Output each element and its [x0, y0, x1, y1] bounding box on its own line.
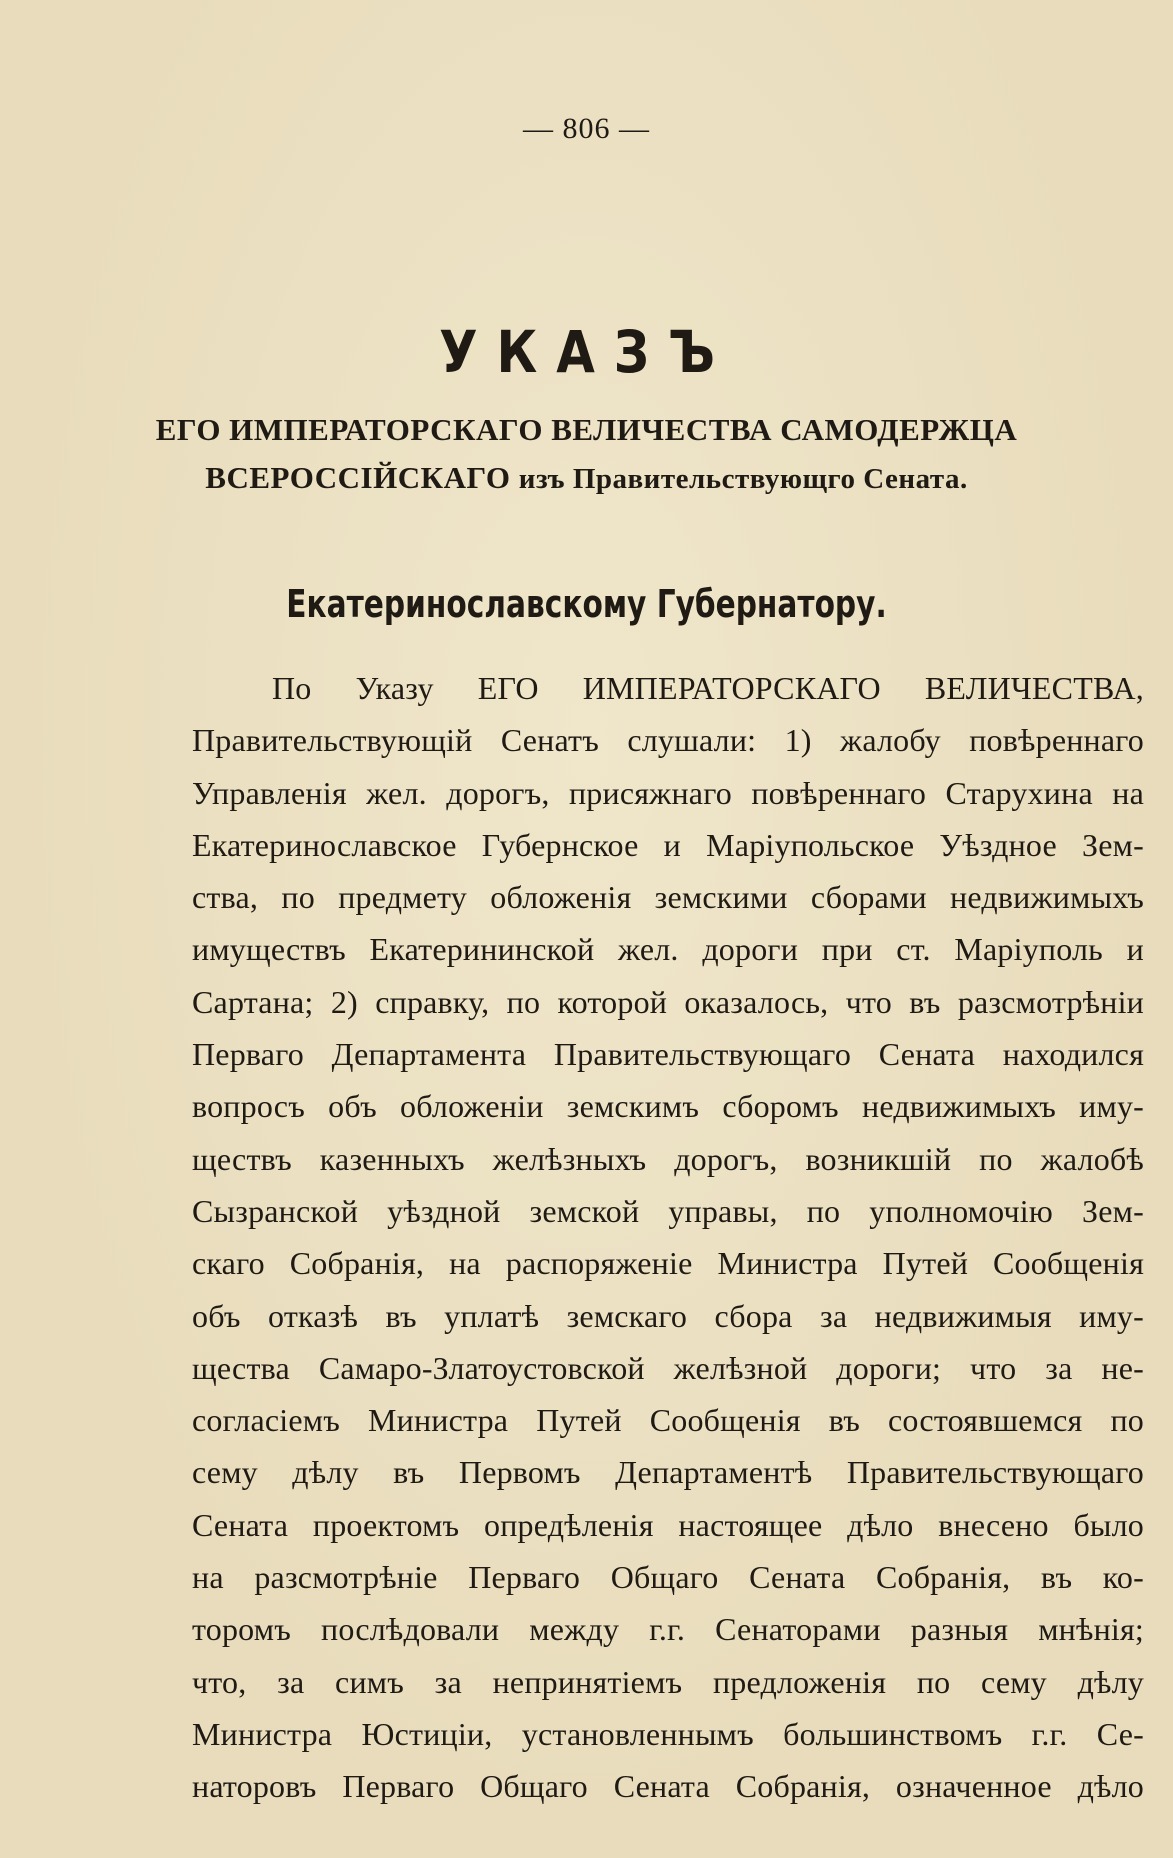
body-text [192, 662, 1144, 1813]
document-title: УКАЗЪ [439, 318, 734, 386]
body-line: ществъ казенныхъ желѣзныхъ дорогъ, возникшій по жалобѣ [192, 1140, 1144, 1177]
body-line: Перваго Департамента Правительствующаго Сената находился [192, 1036, 1144, 1073]
body-line: наторовъ Перваго Общаго Сената Собранія, означенное дѣло [192, 1768, 1144, 1805]
body-line: Сартана; 2) справку, по которой оказалось, что въ разсмотрѣніи [192, 983, 1144, 1020]
body-line: Правительствующій Сенатъ слушали: 1) жалобу повѣреннаго [192, 722, 1144, 759]
page-number: — 806 — [523, 112, 650, 145]
body-line: на разсмотрѣніе Перваго Общаго Сената Собранія, въ ко- [192, 1559, 1144, 1596]
body-line: имуществъ Екатерининской жел. дороги при ст. Маріуполь и [192, 931, 1144, 968]
subtitle-line-2 [0, 460, 1173, 496]
body-line: вопросъ объ обложеніи земскимъ сборомъ недвижимыхъ иму- [192, 1088, 1144, 1125]
body-line: щества Самаро-Златоустовской желѣзной дороги; что за не- [192, 1349, 1144, 1386]
body-line: Управленія жел. дорогъ, присяжнаго повѣреннаго Старухина на [192, 774, 1144, 811]
body-line: Сызранской уѣздной земской управы, по уполномочію Зем- [192, 1192, 1144, 1229]
body-line: объ отказѣ въ уплатѣ земскаго сбора за недвижимыя иму- [192, 1297, 1144, 1334]
body-line: Министра Юстиціи, установленнымъ большинствомъ г.г. Се- [192, 1715, 1144, 1752]
subtitle-line-1: ЕГО ИМПЕРАТОРСКАГО ВЕЛИЧЕСТВА САМОДЕРЖЦА [155, 412, 1018, 447]
subtitle-rest: изъ Правительствующго Сената. [518, 463, 968, 495]
body-line: ства, по предмету обложенія земскими сборами недвижимыхъ [192, 879, 1144, 916]
body-line: согласіемъ Министра Путей Сообщенія въ состоявшемся по [192, 1402, 1144, 1439]
body-line: сему дѣлу въ Первомъ Департаментѣ Правительствующаго [192, 1454, 1144, 1491]
addressee-heading: Екатеринославскому Губернатору. [286, 582, 887, 626]
body-line: скаго Собранія, на распоряженіе Министра Путей Сообщенія [192, 1245, 1144, 1282]
body-line: По Указу ЕГО ИМПЕРАТОРСКАГО ВЕЛИЧЕСТВА, [272, 670, 1144, 706]
subtitle-caps: ВСЕРОССІЙСКАГО [205, 460, 511, 495]
body-line: Сената проектомъ опредѣленія настоящее дѣло внесено было [192, 1506, 1144, 1543]
body-line: Екатеринославское Губернское и Маріупольское Уѣздное Зем- [192, 826, 1144, 863]
body-line: торомъ послѣдовали между г.г. Сенаторами разныя мнѣнія; [192, 1611, 1144, 1648]
body-line: что, за симъ за непринятіемъ предложенія по сему дѣлу [192, 1663, 1144, 1700]
